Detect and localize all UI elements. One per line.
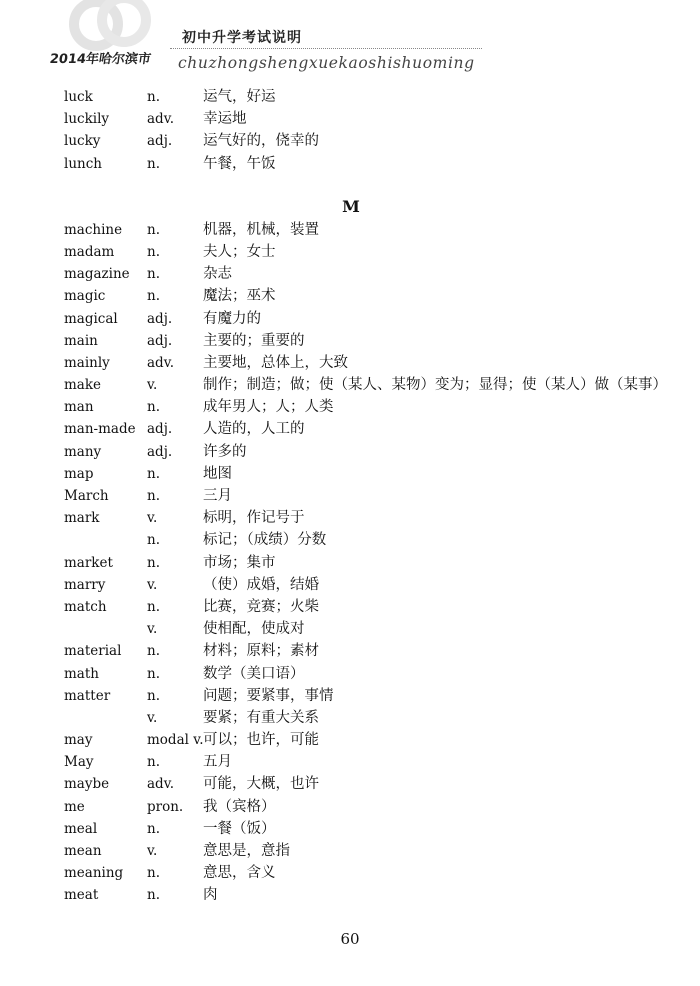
entry-meaning: 五月: [203, 754, 232, 771]
vocab-entry: [0, 108, 700, 130]
vocabulary-list: [0, 86, 700, 907]
entry-word: luckily: [64, 111, 110, 128]
entry-meaning: 魔法；巫术: [203, 288, 276, 305]
entry-pos: modal v.: [147, 732, 204, 749]
vocab-entry: [0, 596, 700, 618]
entry-meaning: 要紧；有重大关系: [203, 709, 319, 726]
page-number: 60: [340, 930, 360, 948]
entry-pos: n.: [147, 532, 160, 549]
vocab-entry: [0, 751, 700, 773]
entry-word: meaning: [64, 865, 124, 882]
entry-word: math: [64, 665, 99, 682]
entry-word: mainly: [64, 354, 110, 371]
entry-word: meat: [64, 887, 99, 904]
entry-word: material: [64, 643, 122, 660]
entry-pos: v.: [147, 377, 158, 394]
vocab-entry: [0, 263, 700, 285]
entry-meaning: （使）成婚，结婚: [203, 576, 319, 593]
entry-pos: v.: [147, 576, 158, 593]
entry-pos: n.: [147, 243, 160, 260]
vocab-entry: [0, 441, 700, 463]
vocab-entry: [0, 308, 700, 330]
entry-meaning: 使相配，使成对: [203, 621, 305, 638]
entry-word: make: [64, 377, 102, 394]
entry-pos: n.: [147, 665, 160, 682]
header-divider: [170, 48, 482, 49]
entry-word: many: [64, 443, 102, 460]
entry-word: may: [64, 732, 93, 749]
entry-meaning: 意思是，意指: [203, 843, 290, 859]
vocab-entry: [0, 529, 700, 551]
entry-word: madam: [64, 243, 115, 260]
entry-meaning: 数学（美口语）: [203, 665, 305, 682]
entry-meaning: 杂志: [203, 266, 232, 283]
entry-pos: n.: [147, 598, 160, 615]
entry-word: map: [64, 465, 94, 482]
entry-word: meal: [64, 820, 98, 837]
vocab-entry: [0, 640, 700, 662]
entry-pos: n.: [147, 221, 160, 238]
entry-word: man: [64, 399, 94, 416]
entry-meaning: 幸运地: [203, 111, 247, 128]
entry-meaning: 三月: [203, 488, 232, 504]
vocab-entry: [0, 685, 700, 707]
entry-word: matter: [64, 687, 111, 704]
entry-meaning: 比赛，竞赛；火柴: [203, 598, 319, 615]
entry-pos: n.: [147, 155, 160, 172]
entry-meaning: 问题；要紧事，事情: [203, 687, 334, 704]
entry-word: main: [64, 332, 98, 349]
header-year-city: 2014年哈尔滨市: [48, 52, 152, 67]
entry-pos: n.: [147, 554, 160, 571]
vocab-entry: [0, 574, 700, 596]
header-title: 初中升学考试说明: [182, 30, 302, 46]
entry-word: luck: [64, 89, 93, 105]
entry-pos: n.: [147, 288, 160, 305]
entry-meaning: 有魔力的: [203, 310, 261, 327]
entry-pos: n.: [147, 89, 160, 105]
vocab-entry: [0, 330, 700, 352]
section-spacer: [0, 175, 700, 195]
page-header: [0, 0, 700, 90]
vocab-entry: [0, 485, 700, 507]
entry-word: magazine: [64, 266, 130, 283]
entry-word: lunch: [64, 155, 102, 172]
entry-meaning: 人造的，人工的: [203, 421, 305, 438]
entry-pos: n.: [147, 488, 160, 504]
vocab-entry: [0, 773, 700, 795]
entry-pos: n.: [147, 887, 160, 904]
vocab-entry: [0, 729, 700, 751]
entry-meaning: 制作；制造；做；使（某人、某物）变为；显得；使（某人）做（某事）: [203, 377, 667, 394]
entry-word: March: [64, 488, 109, 504]
entry-meaning: 材料；原料；素材: [203, 643, 319, 660]
vocab-entry: [0, 219, 700, 241]
entry-word: lucky: [64, 133, 101, 150]
entry-meaning: 运气好的，侥幸的: [203, 133, 319, 150]
section-heading: M: [342, 196, 360, 216]
entry-word: market: [64, 554, 113, 571]
vocab-entry: [0, 663, 700, 685]
entry-pos: adj.: [147, 133, 173, 150]
entry-meaning: 可能，大概，也许: [203, 776, 319, 793]
entry-pos: n.: [147, 643, 160, 660]
vocab-entry: [0, 463, 700, 485]
entry-meaning: 市场；集市: [203, 554, 276, 571]
entry-pos: adv.: [147, 776, 175, 793]
entry-word: May: [64, 754, 94, 771]
entry-pos: adj.: [147, 332, 173, 349]
entry-meaning: 我（宾格）: [203, 798, 276, 815]
entry-meaning: 运气，好运: [203, 89, 276, 105]
vocab-entry: [0, 418, 700, 440]
vocab-entry: [0, 285, 700, 307]
vocab-entry: [0, 862, 700, 884]
entry-word: man-made: [64, 421, 136, 438]
entry-pos: adv.: [147, 354, 175, 371]
entry-meaning: 夫人；女士: [203, 243, 276, 260]
entry-pos: n.: [147, 465, 160, 482]
entry-meaning: 成年男人；人；人类: [203, 399, 334, 416]
entry-pos: adj.: [147, 421, 173, 438]
entry-pos: v.: [147, 510, 158, 527]
entry-meaning: 主要的；重要的: [203, 332, 305, 349]
entry-word: me: [64, 798, 85, 815]
entry-word: mean: [64, 843, 102, 859]
vocab-entry: [0, 507, 700, 529]
entry-pos: n.: [147, 399, 160, 416]
entry-meaning: 意思，含义: [203, 865, 276, 882]
vocab-entry: [0, 374, 700, 396]
vocab-entry: [0, 241, 700, 263]
entry-pos: v.: [147, 709, 158, 726]
vocab-entry: [0, 153, 700, 175]
entry-word: magic: [64, 288, 106, 305]
vocab-entry: [0, 796, 700, 818]
entry-meaning: 许多的: [203, 443, 247, 460]
entry-pos: v.: [147, 843, 158, 859]
entry-meaning: 肉: [203, 887, 218, 904]
entry-pos: n.: [147, 754, 160, 771]
entry-pos: n.: [147, 687, 160, 704]
entry-word: maybe: [64, 776, 110, 793]
entry-word: machine: [64, 221, 123, 238]
entry-meaning: 午餐，午饭: [203, 155, 276, 172]
vocab-entry: [0, 86, 700, 108]
entry-word: mark: [64, 510, 100, 527]
entry-meaning: 地图: [203, 465, 232, 482]
header-pinyin: chuzhongshengxuekaoshishuoming: [178, 54, 475, 72]
entry-pos: adv.: [147, 111, 175, 128]
vocab-entry: [0, 552, 700, 574]
entry-meaning: 机器，机械，装置: [203, 221, 319, 238]
vocab-entry: [0, 130, 700, 152]
entry-pos: v.: [147, 621, 158, 638]
entry-meaning: 一餐（饭）: [203, 820, 276, 837]
entry-pos: n.: [147, 266, 160, 283]
vocab-entry: [0, 840, 700, 862]
entry-pos: pron.: [147, 798, 184, 815]
vocab-entry: [0, 884, 700, 906]
vocab-entry: [0, 618, 700, 640]
entry-pos: adj.: [147, 310, 173, 327]
entry-meaning: 标记；（成绩）分数: [203, 532, 327, 549]
vocab-entry: [0, 352, 700, 374]
entry-pos: n.: [147, 865, 160, 882]
entry-meaning: 标明，作记号于: [203, 510, 305, 527]
vocab-entry: [0, 396, 700, 418]
entry-pos: adj.: [147, 443, 173, 460]
vocab-entry: [0, 818, 700, 840]
entry-word: marry: [64, 576, 106, 593]
vocab-entry: [0, 707, 700, 729]
entry-meaning: 主要地，总体上，大致: [203, 354, 348, 371]
entry-word: magical: [64, 310, 118, 327]
entry-meaning: 可以；也许，可能: [203, 732, 319, 749]
entry-pos: n.: [147, 820, 160, 837]
entry-word: match: [64, 598, 107, 615]
